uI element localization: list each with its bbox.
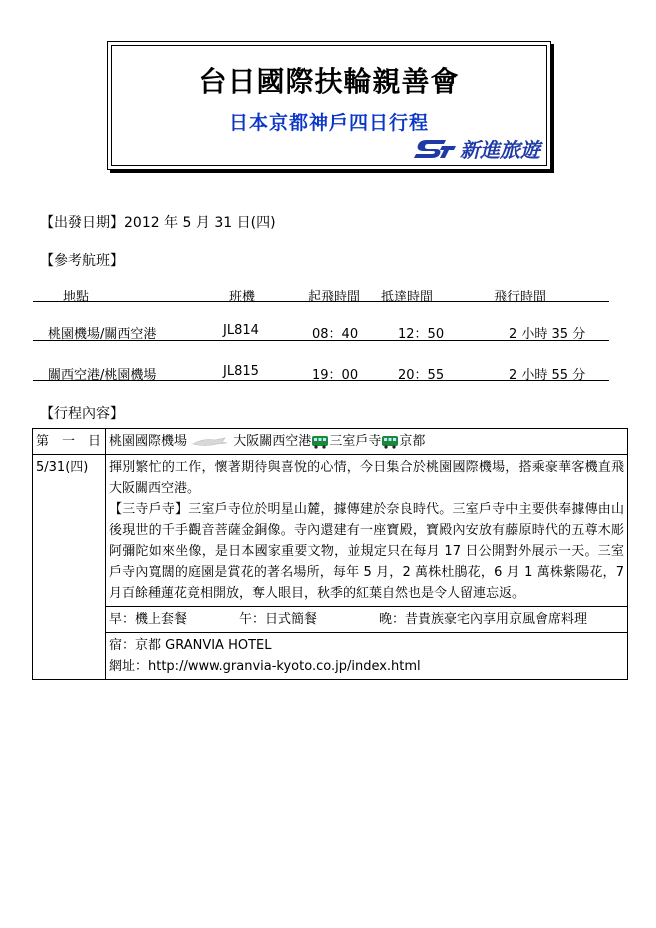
itinerary-desc-row [33, 455, 628, 607]
hotel-name: 宿：京都 GRANVIA HOTEL [109, 638, 272, 653]
header-box [107, 41, 551, 170]
flight-duration: 2 小時 35 分 [509, 327, 586, 342]
departure-date [40, 212, 276, 232]
breakfast: 早：機上套餐 [109, 612, 188, 627]
bus-icon [381, 435, 399, 449]
itinerary-heading: 【行程內容】 [40, 406, 124, 422]
flight-divider [33, 340, 609, 341]
route-stop: 京都 [399, 434, 426, 449]
hotel-url[interactable]: 網址：http://www.granvia-kyoto.co.jp/index.html [109, 659, 421, 674]
flights-heading: 【參考航班】 [40, 253, 124, 269]
col-arrive: 抵達時間 [381, 290, 434, 305]
route-stop: 大阪關西空港 [233, 434, 312, 449]
itinerary-table [32, 428, 628, 680]
flight-route: 關西空港/桃園機場 [48, 368, 157, 383]
col-depart: 起飛時間 [308, 290, 361, 305]
meal-cell [106, 607, 628, 633]
airplane-icon [191, 435, 229, 449]
flight-arrive: 12：50 [398, 327, 445, 342]
flight-row [33, 364, 609, 386]
bus-icon [311, 435, 329, 449]
dinner: 晚：昔貴族豪宅內享用京風會席料理 [379, 612, 588, 627]
itinerary-route-row [33, 429, 628, 455]
flight-depart: 19：00 [312, 368, 359, 383]
logo-text: 新進旅遊 [460, 137, 540, 162]
itinerary-meal-row [33, 607, 628, 633]
page-title: 台日國際扶輪親善會 [198, 65, 460, 98]
day-date: 5/31(四) [33, 455, 106, 680]
col-location: 地點 [63, 290, 90, 305]
flight-divider [33, 380, 609, 381]
meal-table [106, 607, 627, 632]
temple-description: 【三寺戶寺】三室戶寺位於明星山麓，據傳建於奈良時代。三室戶寺中主要供奉據傳由山後現世的千手觀音菩薩金銅像。寺內還建有一座寶殿，寶殿內安放有藤原時代的五尊木彫阿彌陀如來坐像，是日本國家重要文物，並規定只在每月 17 日公開對外展示一天。三室戶寺內寬闊的庭園是賞花的著名場所，每年 5 月，2 萬株杜鵑花，6 月 1 萬株紫陽花，7 月百餘種蓮花竟相開放，奪人眼目，秋季的紅葉自然也是令人留連忘返。 [109, 502, 624, 601]
flight-number: JL815 [223, 364, 259, 379]
st-logo-icon [412, 137, 458, 159]
day-label: 第 一 日 [33, 429, 106, 455]
flight-depart: 08：40 [312, 327, 359, 342]
flight-divider [33, 301, 609, 302]
page-subtitle: 日本京都神戶四日行程 [228, 112, 429, 134]
flight-row [33, 323, 609, 345]
lunch: 午：日式簡餐 [239, 612, 318, 627]
col-flight: 班機 [229, 290, 256, 305]
departure-label: 【出發日期】 [40, 215, 124, 231]
description-cell [106, 455, 628, 607]
route-stop: 三室戶寺 [329, 434, 382, 449]
route-stop: 桃園國際機場 [109, 434, 188, 449]
route-cell [106, 429, 628, 455]
flight-arrive: 20：55 [398, 368, 445, 383]
hotel-cell [106, 633, 628, 680]
flight-table-header [33, 286, 609, 308]
departure-value: 2012 年 5 月 31 日(四) [124, 215, 276, 231]
flight-number: JL814 [223, 323, 259, 338]
company-logo [412, 135, 540, 161]
intro-text: 揮別繁忙的工作，懷著期待與喜悅的心情，今日集合於桃園國際機場，搭乘豪華客機直飛大阪關西空港。 [109, 460, 624, 496]
flight-duration: 2 小時 55 分 [509, 368, 586, 383]
col-duration: 飛行時間 [494, 290, 547, 305]
header-inner-frame [111, 45, 547, 166]
flight-route: 桃園機場/關西空港 [48, 327, 157, 342]
itinerary-hotel-row [33, 633, 628, 680]
